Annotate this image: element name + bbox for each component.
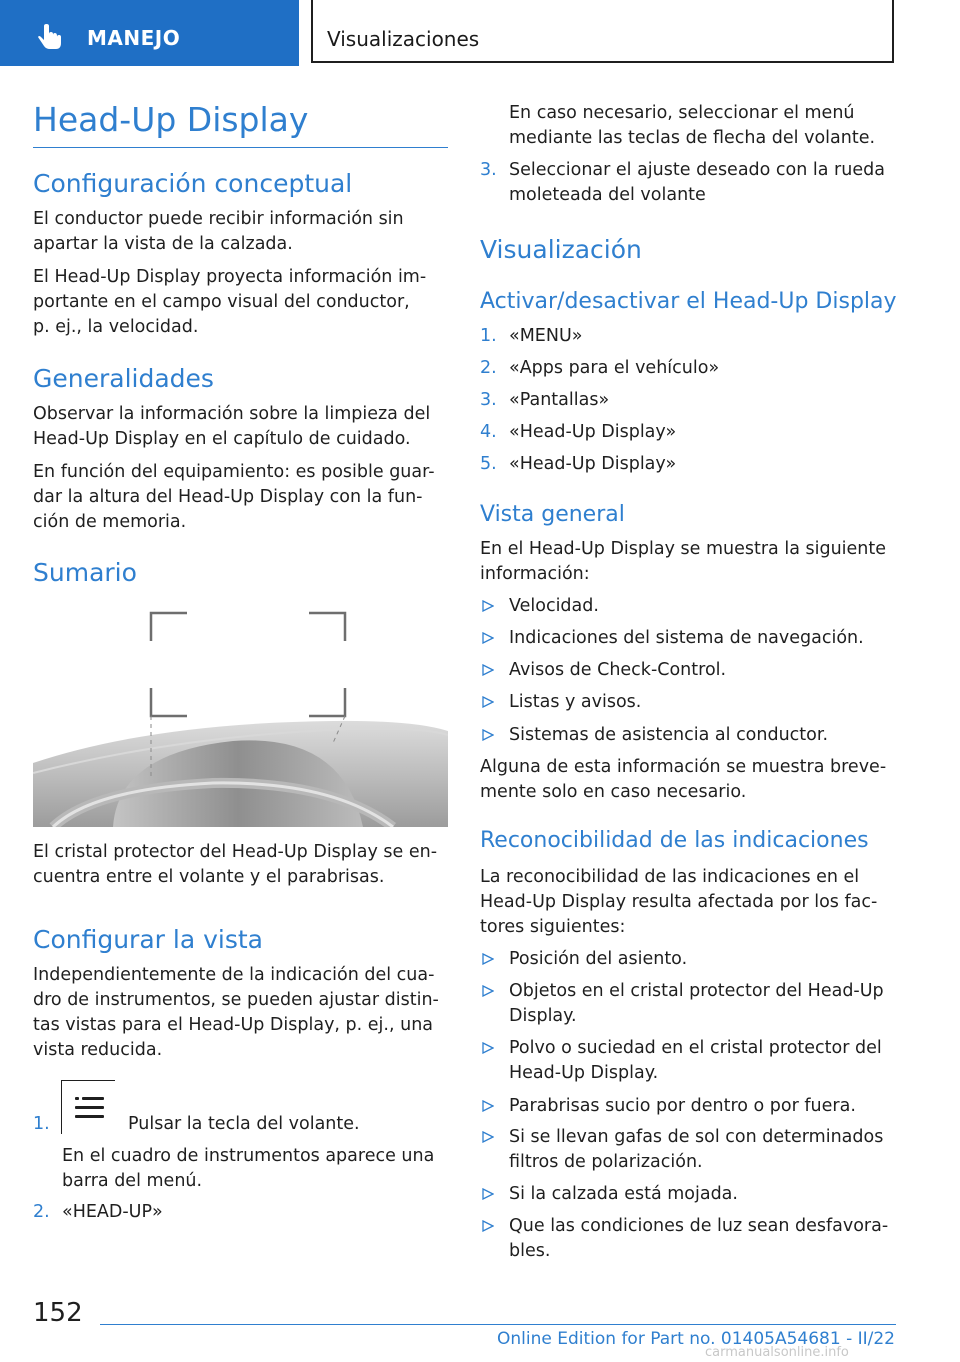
- bullet-triangle-icon: [482, 632, 494, 644]
- list-item: Listas y avisos.: [509, 692, 642, 712]
- hand-icon: [34, 22, 66, 54]
- bullet-triangle-icon: [482, 696, 494, 708]
- list-item: Si la calzada está mojada.: [509, 1184, 738, 1204]
- concept-heading: Configuración conceptual: [33, 169, 353, 198]
- bullet-triangle-icon: [482, 953, 494, 965]
- general-paragraph-2: En función del equipamiento: es posible guar- dar la altura del Head-Up Display con la fun- ción de memoria.: [33, 462, 435, 532]
- section-tab: [0, 0, 299, 66]
- step-text: «Head-Up Display»: [509, 422, 677, 442]
- overview-paragraph: En el Head-Up Display se muestra la siguiente información:: [480, 539, 887, 584]
- list-item: Si se llevan gafas de sol con determinados filtros de polarización.: [509, 1127, 884, 1172]
- figure-caption: El cristal protector del Head-Up Display se en- cuentra entre el volante y el parabrisas.: [33, 842, 438, 887]
- bullet-triangle-icon: [482, 1188, 494, 1200]
- list-item: Velocidad.: [509, 596, 599, 616]
- step-number: 5.: [480, 454, 497, 474]
- list-item: Indicaciones del sistema de navegación.: [509, 628, 864, 648]
- bullet-triangle-icon: [482, 600, 494, 612]
- chapter-tab: [311, 0, 894, 63]
- step-text: «Head-Up Display»: [509, 454, 677, 474]
- step-number: 2.: [33, 1202, 50, 1222]
- bullet-triangle-icon: [482, 1220, 494, 1232]
- hud-illustration: [33, 603, 448, 827]
- bullet-triangle-icon: [482, 729, 494, 741]
- bullet-triangle-icon: [482, 985, 494, 997]
- step-number: 3.: [480, 160, 497, 180]
- concept-paragraph-1: El conductor puede recibir información sin apartar la vista de la calzada.: [33, 209, 404, 254]
- step-text: «Apps para el vehículo»: [509, 358, 720, 378]
- step-text: «MENU»: [509, 326, 583, 346]
- watermark: carmanualsonline.info: [705, 1345, 849, 1360]
- menu-key-icon: [61, 1080, 115, 1134]
- step-number: 2.: [480, 358, 497, 378]
- chapter-label: Visualizaciones: [327, 27, 480, 51]
- page-number: 152: [33, 1298, 83, 1328]
- step-number: 1.: [480, 326, 497, 346]
- list-item: Sistemas de asistencia al conductor.: [509, 725, 829, 745]
- step-number: 1.: [33, 1114, 50, 1134]
- step-text: Seleccionar el ajuste deseado con la rueda moleteada del volante: [509, 160, 885, 205]
- list-item: Polvo o suciedad en el cristal protector del Head-Up Display.: [509, 1038, 882, 1083]
- concept-paragraph-2: El Head-Up Display proyecta información im- portante en el campo visual del conductor, p. ej., la velocidad.: [33, 267, 427, 337]
- general-heading: Generalidades: [33, 364, 214, 393]
- view-heading: Configurar la vista: [33, 925, 263, 954]
- overview-paragraph-2: Alguna de esta información se muestra breve- mente solo en caso necesario.: [480, 757, 887, 802]
- bullet-triangle-icon: [482, 1042, 494, 1054]
- toggle-heading: Activar/desactivar el Head-Up Display: [480, 289, 897, 314]
- list-item: Parabrisas sucio por dentro o por fuera.: [509, 1096, 856, 1116]
- list-item: Objetos en el cristal protector del Head-Up Display.: [509, 981, 884, 1026]
- step-text: «HEAD-UP»: [62, 1202, 163, 1222]
- bullet-triangle-icon: [482, 1100, 494, 1112]
- step-continuation: En caso necesario, seleccionar el menú mediante las teclas de flecha del volante.: [509, 103, 876, 148]
- summary-heading: Sumario: [33, 558, 137, 587]
- recog-paragraph: La reconocibilidad de las indicaciones en el Head-Up Display resulta afectada por los fac- tores siguientes:: [480, 867, 878, 937]
- overview-heading: Vista general: [480, 502, 625, 527]
- step-text: «Pantallas»: [509, 390, 610, 410]
- edition-text: Online Edition for Part no. 01405A54681 - II/22: [496, 1329, 895, 1349]
- view-paragraph: Independientemente de la indicación del cua- dro de instrumentos, se pueden ajustar distin- tas vistas para el Head-Up Display, p. ej., una vista reducida.: [33, 965, 439, 1060]
- page-title: Head-Up Display: [33, 100, 309, 139]
- bullet-triangle-icon: [482, 1131, 494, 1143]
- title-rule: [33, 147, 448, 148]
- list-item: Que las condiciones de luz sean desfavora- bles.: [509, 1216, 889, 1261]
- general-paragraph-1: Observar la información sobre la limpieza del Head-Up Display en el capítulo de cuidado.: [33, 404, 431, 449]
- footer-rule: [100, 1324, 896, 1325]
- display-heading: Visualización: [480, 235, 642, 264]
- step-note: En el cuadro de instrumentos aparece una barra del menú.: [62, 1146, 435, 1191]
- bullet-triangle-icon: [482, 664, 494, 676]
- recog-heading: Reconocibilidad de las indicaciones: [480, 828, 869, 853]
- section-label: MANEJO: [87, 26, 181, 50]
- step-text: Pulsar la tecla del volante.: [128, 1114, 360, 1134]
- list-item: Posición del asiento.: [509, 949, 688, 969]
- step-number: 4.: [480, 422, 497, 442]
- step-number: 3.: [480, 390, 497, 410]
- list-item: Avisos de Check-Control.: [509, 660, 727, 680]
